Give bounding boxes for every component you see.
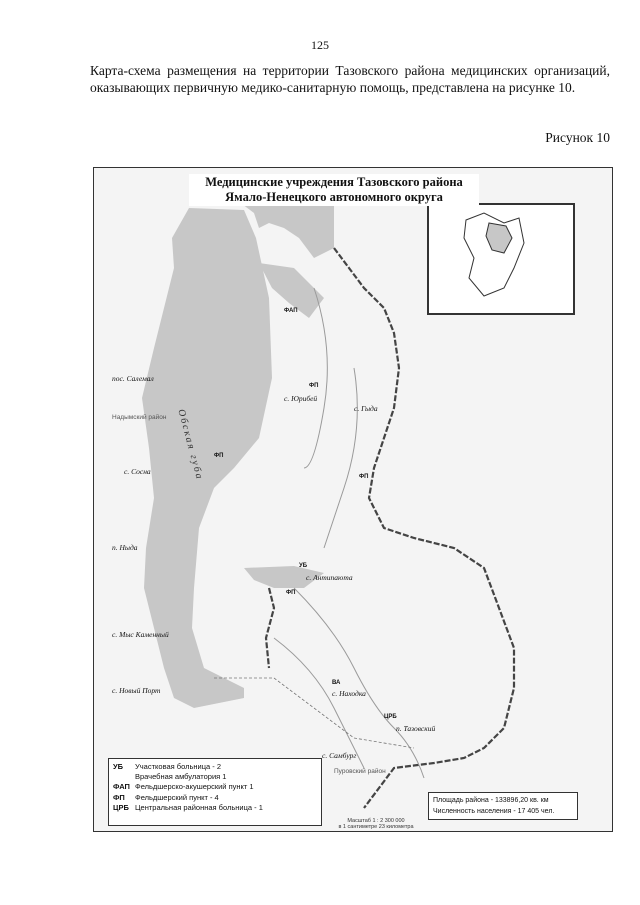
place-nyda: п. Ныда xyxy=(112,543,138,552)
facility-fap: ФАП xyxy=(284,308,298,314)
district-purovsky: Пуровский район xyxy=(334,768,386,775)
place-yuribey: с. Юрибей xyxy=(284,394,318,403)
map-title xyxy=(189,174,479,206)
place-nakhodka: с. Находка xyxy=(332,689,366,698)
district-stats xyxy=(428,792,578,820)
facility-fp-2: ФП xyxy=(359,474,369,480)
facility-fp-3: ФП xyxy=(286,590,296,596)
map-drawing xyxy=(94,168,612,831)
legend-row: ФП Фельдшерский пункт - 4 xyxy=(113,792,219,802)
place-tazovsky: п. Тазовский xyxy=(396,724,436,733)
stats-population: Численность населения - 17 405 чел. xyxy=(433,808,555,815)
map-figure xyxy=(93,167,613,832)
facility-fp-4: ФП xyxy=(214,453,224,459)
legend-row: УБ Участковая больница - 2 xyxy=(113,762,222,771)
body-paragraph: Карта-схема размещения на территории Тазовского района медицинских организаций, оказывающих первичную медико-санитарную помощь, представлена на рисунке 10. xyxy=(90,63,610,95)
district-nadym: Надымский район xyxy=(112,414,167,421)
figure-label: Рисунок 10 xyxy=(545,130,610,145)
map-title-line-1: Медицинские учреждения Тазовского района xyxy=(205,175,463,189)
legend-row: ФАП Фельдшерско-акушерский пункт 1 xyxy=(113,782,254,792)
place-samburg: с. Самбург xyxy=(322,751,357,760)
place-novy-port: с. Новый Порт xyxy=(112,686,161,695)
facility-ub: УБ xyxy=(299,563,308,569)
place-sosnovka: с. Сосна xyxy=(124,467,151,476)
river-taz xyxy=(294,588,424,778)
river-yuribey xyxy=(324,368,357,548)
place-gyda: с. Гыда xyxy=(354,404,378,413)
facility-vamb: ВА xyxy=(332,680,341,686)
place-mys-kamenny: с. Мыс Каменный xyxy=(112,630,169,639)
facility-fp-1: ФП xyxy=(309,383,319,389)
map-title-line-2: Ямало-Ненецкого автономного округа xyxy=(225,190,443,204)
place-salemal: пос. Салемал xyxy=(112,374,154,383)
scale-note: в 1 сантиметре 23 километра xyxy=(338,824,414,830)
stats-area: Площадь района - 133896,20 кв. км xyxy=(433,797,549,804)
page-number: 125 xyxy=(311,38,329,52)
map-scale xyxy=(316,818,436,830)
river-pur xyxy=(274,638,364,768)
legend-row: Врачебная амбулатория 1 xyxy=(135,772,227,782)
facility-crb: ЦРБ xyxy=(384,714,397,720)
place-antipayuta: с. Антипаюта xyxy=(306,573,353,582)
bay-label: Обская губа xyxy=(175,408,206,482)
scale-ratio: Масштаб 1 : 2 300 000 xyxy=(347,818,405,824)
map-legend xyxy=(108,758,322,826)
legend-row: ЦРБ Центральная районная больница - 1 xyxy=(113,802,263,812)
